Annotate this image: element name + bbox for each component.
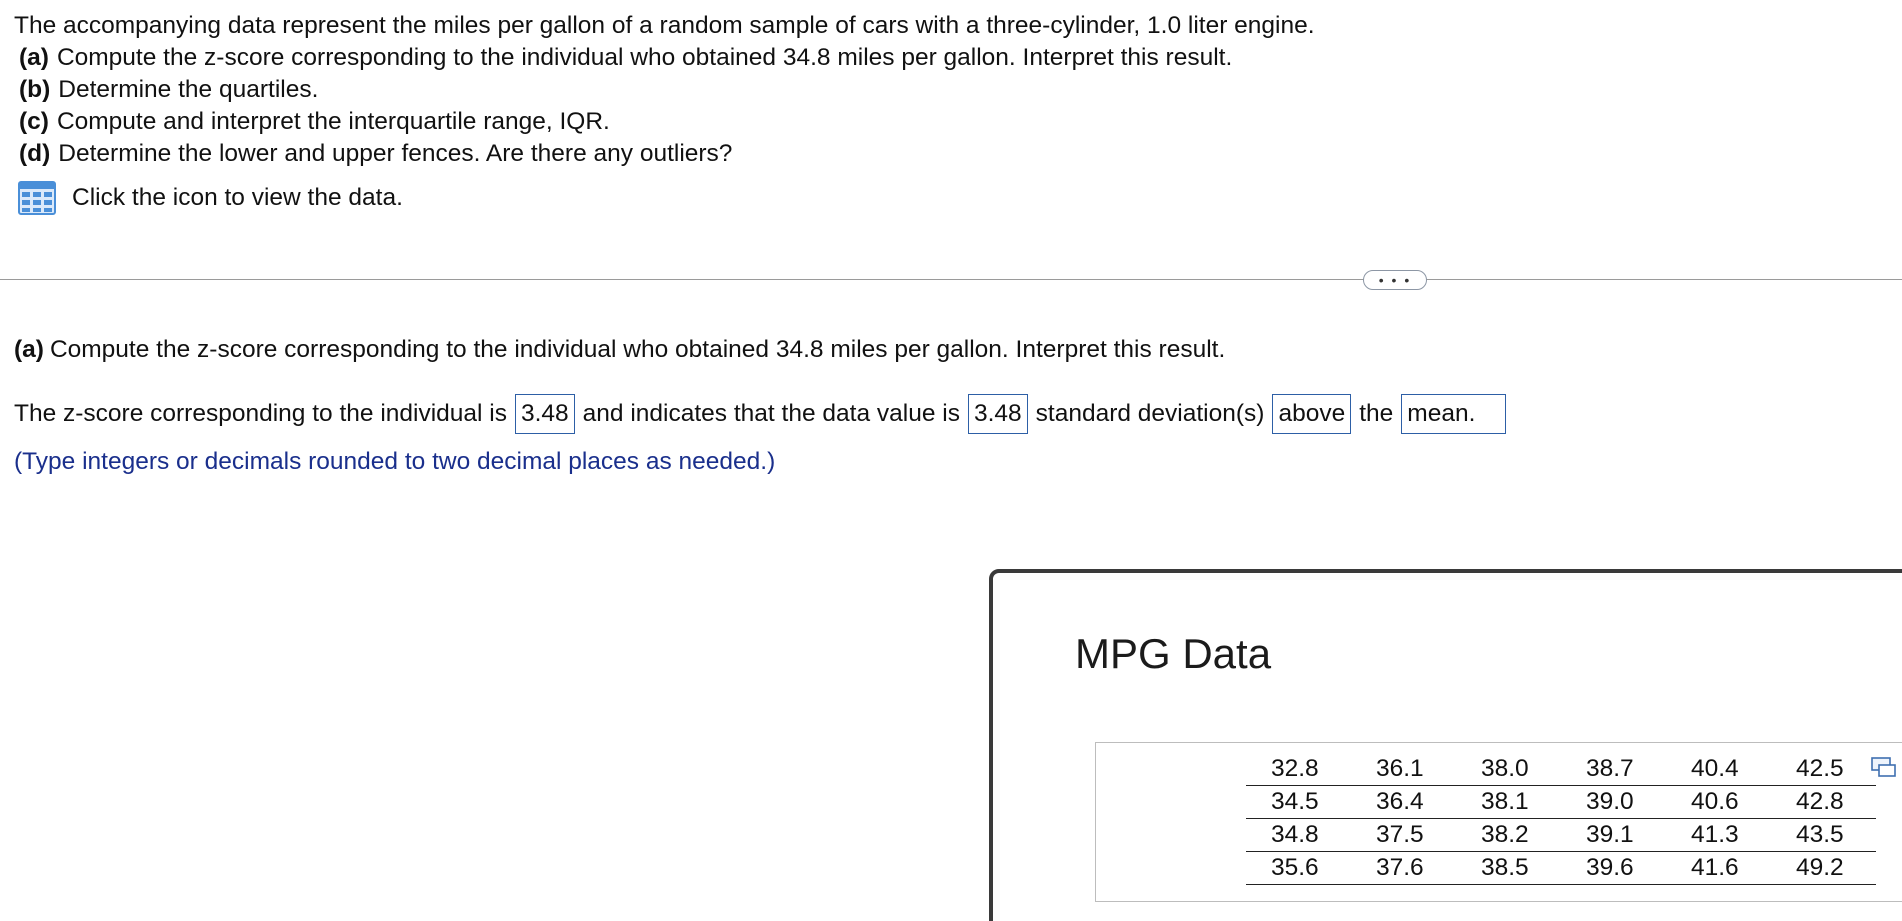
table-row [1246,819,1876,852]
table-cell: 34.8 [1246,819,1351,852]
table-row [1246,786,1876,819]
table-cell: 36.4 [1351,786,1456,819]
table-cell: 38.0 [1456,753,1561,786]
answer-hint: (Type integers or decimals rounded to two decimal places as needed.) [14,448,776,475]
part-a-heading-text: Compute the z-score corresponding to the individual who obtained 34.8 miles per gallon. Interpret this result. [49,336,1226,363]
table-cell: 39.6 [1561,852,1666,885]
measure-dropdown[interactable]: mean. [1401,394,1506,434]
question-part-a [19,42,1315,74]
view-data-text: Click the icon to view the data. [72,184,403,211]
table-cell: 39.1 [1561,819,1666,852]
table-cell: 39.0 [1561,786,1666,819]
table-cell: 35.6 [1246,852,1351,885]
part-text: Determine the quartiles. [58,76,319,103]
expand-button[interactable]: • • • [1363,270,1427,290]
part-a-heading [14,336,1225,364]
table-cell: 37.6 [1351,852,1456,885]
answer-text-2: and indicates that the data value is [582,400,960,427]
part-text: Determine the lower and upper fences. Are there any outliers? [58,140,733,167]
question-part-d [19,138,1315,170]
table-cell: 38.2 [1456,819,1561,852]
part-text: Compute the z-score corresponding to the individual who obtained 34.8 miles per gallon. Interpret this result. [56,44,1233,71]
part-a-label: (a) [14,336,44,363]
answer-text-4: the [1359,400,1394,427]
part-label: (d) [19,140,51,167]
part-text: Compute and interpret the interquartile range, IQR. [56,108,610,135]
table-cell: 37.5 [1351,819,1456,852]
table-cell: 42.5 [1771,753,1876,786]
answer-text-3: standard deviation(s) [1035,400,1265,427]
std-count-answer-box[interactable]: 3.48 [968,394,1028,434]
data-window-title: MPG Data [1075,630,1272,677]
table-cell: 42.8 [1771,786,1876,819]
direction-dropdown[interactable]: above [1272,394,1351,434]
table-cell: 32.8 [1246,753,1351,786]
table-cell: 40.6 [1666,786,1771,819]
table-cell: 38.7 [1561,753,1666,786]
table-cell: 36.1 [1351,753,1456,786]
z-score-answer-box[interactable]: 3.48 [515,394,575,434]
answer-sentence [14,394,1506,434]
data-table-panel [1095,742,1902,902]
table-cell: 34.5 [1246,786,1351,819]
table-row [1246,852,1876,885]
question-text [14,10,1315,170]
question-part-c [19,106,1315,138]
table-cell: 41.3 [1666,819,1771,852]
table-cell: 40.4 [1666,753,1771,786]
table-grid-icon[interactable] [18,181,56,215]
part-label: (b) [19,76,51,103]
mpg-data-table [1246,753,1876,885]
table-row [1246,753,1876,786]
table-cell: 41.6 [1666,852,1771,885]
mpg-data-window [989,569,1902,921]
part-label: (c) [19,108,49,135]
part-label: (a) [19,44,49,71]
table-cell: 43.5 [1771,819,1876,852]
view-data-link[interactable] [18,181,403,215]
section-divider [0,279,1902,280]
copy-icon[interactable] [1871,756,1897,778]
question-intro: The accompanying data represent the miles per gallon of a random sample of cars with a three-cylinder, 1.0 liter engine. [14,12,1315,39]
question-part-b [19,74,1315,106]
table-cell: 49.2 [1771,852,1876,885]
table-cell: 38.1 [1456,786,1561,819]
answer-text-1: The z-score corresponding to the individual is [14,400,507,427]
table-cell: 38.5 [1456,852,1561,885]
